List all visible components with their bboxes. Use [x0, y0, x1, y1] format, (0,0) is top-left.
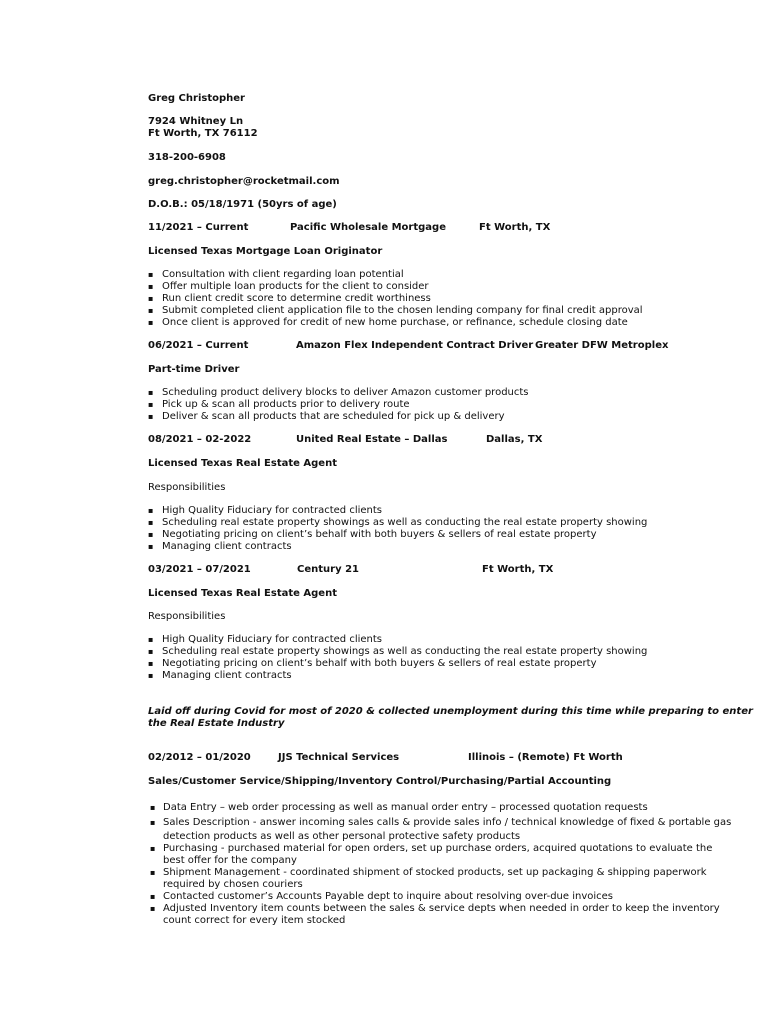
employment-gap-note: Laid off during Covid for most of 2020 & collected unemployment during this time while preparing to enter [148, 706, 753, 717]
list-item: Negotiating pricing on client’s behalf with both buyers & sellers of real estate property [162, 529, 597, 540]
list-item: Deliver & scan all products that are scheduled for pick up & delivery [162, 411, 505, 422]
list-item: Run client credit score to determine credit worthiness [162, 293, 431, 304]
job-dates: 11/2021 – Current [148, 222, 249, 233]
job-location: Ft Worth, TX [479, 222, 551, 233]
job-dates: 06/2021 – Current [148, 340, 249, 351]
responsibilities-heading: Responsibilities [148, 611, 226, 622]
bullet-icon: ▪ [150, 844, 156, 853]
list-item: Consultation with client regarding loan potential [162, 269, 404, 280]
list-item: Scheduling product delivery blocks to deliver Amazon customer products [162, 387, 529, 398]
bullet-icon: ▪ [148, 530, 154, 539]
bullet-icon: ▪ [148, 412, 154, 421]
bullet-icon: ▪ [148, 506, 154, 515]
bullet-icon: ▪ [148, 659, 154, 668]
bullet-icon: ▪ [150, 803, 156, 812]
email-address: greg.christopher@rocketmail.com [148, 176, 340, 187]
job-location: Dallas, TX [486, 434, 543, 445]
list-item-continuation: best offer for the company [163, 855, 297, 866]
job-company: Century 21 [297, 564, 359, 575]
job-title: Sales/Customer Service/Shipping/Inventory Control/Purchasing/Partial Accounting [148, 776, 612, 787]
list-item: Contacted customer’s Accounts Payable dept to inquire about resolving over-due invoices [163, 891, 614, 902]
list-item: Purchasing - purchased material for open orders, set up purchase orders, acquired quotations to evaluate the [163, 843, 713, 854]
list-item: Scheduling real estate property showings as well as conducting the real estate property showing [162, 646, 648, 657]
job-title: Licensed Texas Mortgage Loan Originator [148, 246, 383, 257]
job-location: Greater DFW Metroplex [535, 340, 669, 351]
responsibilities-heading: Responsibilities [148, 482, 226, 493]
bullet-icon: ▪ [148, 635, 154, 644]
job-dates: 02/2012 – 01/2020 [148, 752, 251, 763]
bullet-icon: ▪ [148, 647, 154, 656]
list-item: High Quality Fiduciary for contracted clients [162, 634, 382, 645]
list-item: Pick up & scan all products prior to delivery route [162, 399, 410, 410]
job-dates: 03/2021 – 07/2021 [148, 564, 251, 575]
list-item-continuation: required by chosen couriers [163, 879, 303, 890]
job-company: JJS Technical Services [278, 752, 400, 763]
bullet-icon: ▪ [150, 818, 156, 827]
date-of-birth: D.O.B.: 05/18/1971 (50yrs of age) [148, 199, 337, 210]
list-item: Adjusted Inventory item counts between the sales & service depts when needed in order to keep the inventory [163, 903, 720, 914]
address-line-1: 7924 Whitney Ln [148, 116, 244, 127]
bullet-icon: ▪ [150, 892, 156, 901]
contact-name: Greg Christopher [148, 93, 245, 104]
bullet-icon: ▪ [148, 542, 154, 551]
job-title: Licensed Texas Real Estate Agent [148, 458, 337, 469]
list-item: Data Entry – web order processing as well as manual order entry – processed quotation requests [163, 802, 648, 813]
bullet-icon: ▪ [148, 270, 154, 279]
job-company: United Real Estate – Dallas [296, 434, 448, 445]
list-item: Scheduling real estate property showings as well as conducting the real estate property showing [162, 517, 648, 528]
list-item: Shipment Management - coordinated shipment of stocked products, set up packaging & shipping paperwork [163, 867, 707, 878]
list-item-continuation: detection products as well as other personal protective safety products [163, 831, 521, 842]
bullet-icon: ▪ [148, 318, 154, 327]
list-item: Managing client contracts [162, 541, 292, 552]
bullet-icon: ▪ [148, 388, 154, 397]
job-dates: 08/2021 – 02-2022 [148, 434, 252, 445]
bullet-icon: ▪ [148, 671, 154, 680]
bullet-icon: ▪ [148, 400, 154, 409]
job-company: Pacific Wholesale Mortgage [290, 222, 446, 233]
job-title: Part-time Driver [148, 364, 240, 375]
job-location: Ft Worth, TX [482, 564, 554, 575]
bullet-icon: ▪ [148, 518, 154, 527]
job-company: Amazon Flex Independent Contract Driver [296, 340, 534, 351]
list-item: Once client is approved for credit of new home purchase, or refinance, schedule closing date [162, 317, 628, 328]
phone-number: 318-200-6908 [148, 152, 226, 163]
bullet-icon: ▪ [148, 306, 154, 315]
list-item: Managing client contracts [162, 670, 292, 681]
list-item: Sales Description - answer incoming sales calls & provide sales info / technical knowledge of fixed & portable gas [163, 817, 732, 828]
address-line-2: Ft Worth, TX 76112 [148, 128, 258, 139]
list-item: Offer multiple loan products for the client to consider [162, 281, 429, 292]
list-item-continuation: count correct for every item stocked [163, 915, 346, 926]
bullet-icon: ▪ [148, 294, 154, 303]
list-item: Negotiating pricing on client’s behalf with both buyers & sellers of real estate property [162, 658, 597, 669]
bullet-icon: ▪ [148, 282, 154, 291]
list-item: High Quality Fiduciary for contracted clients [162, 505, 382, 516]
employment-gap-note-cont: the Real Estate Industry [148, 718, 285, 729]
bullet-icon: ▪ [150, 868, 156, 877]
job-location: Illinois – (Remote) Ft Worth [468, 752, 623, 763]
bullet-icon: ▪ [150, 904, 156, 913]
job-title: Licensed Texas Real Estate Agent [148, 588, 337, 599]
list-item: Submit completed client application file to the chosen lending company for final credit approval [162, 305, 643, 316]
